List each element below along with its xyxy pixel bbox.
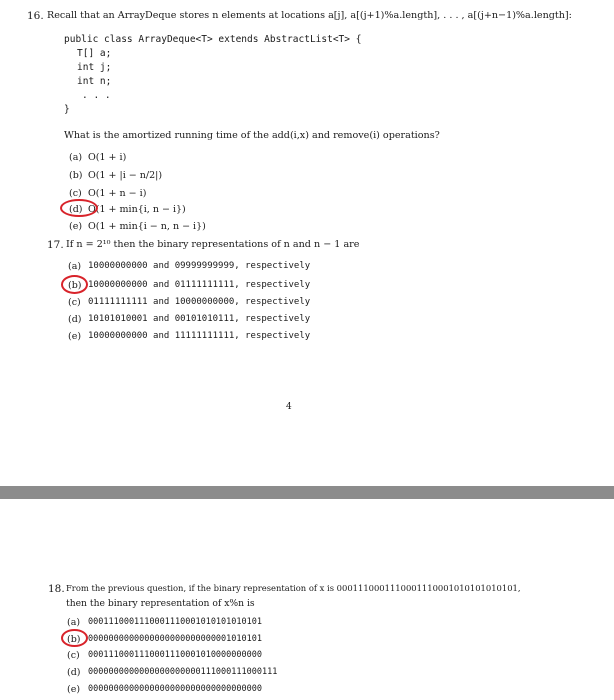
- q16-question: What is the amortized running time of the add(i,x) and remove(i) operations?: [64, 130, 440, 141]
- answer-circle-q17-b: [61, 275, 88, 294]
- q16-option-e: O(1 + min{i − n, n − i}): [88, 221, 206, 232]
- q16-option-d-label: (d): [69, 204, 83, 215]
- q18-option-d: 0000000000000000000000111000111000111: [88, 667, 278, 677]
- q17-option-c-label: (c): [68, 297, 81, 308]
- answer-circle-q16-d: [60, 199, 98, 217]
- q18-option-a-label: (a): [67, 617, 81, 628]
- q18-stem-line-1: From the previous question, if the binary representation of x is 0001110001110001110001010101010101,: [66, 583, 521, 593]
- q17-option-a: 10000000000 and 09999999999, respectively: [88, 261, 311, 271]
- code-line-2: T[] a;: [77, 48, 112, 59]
- q16-stem: Recall that an ArrayDeque stores n elements at locations a[j], a[(j+1)%a.length], . . . , a[(j+n−1)%a.length]:: [47, 10, 572, 21]
- page-number: 4: [286, 402, 292, 412]
- q16-option-e-label: (e): [69, 221, 83, 232]
- q18-option-a: 0001110001110001110001010101010101: [88, 617, 262, 627]
- q18-stem-line-2: then the binary representation of x%n is: [66, 598, 255, 609]
- q16-option-a-label: (a): [69, 152, 83, 163]
- code-line-5: . . .: [82, 90, 111, 101]
- q18-option-d-label: (d): [67, 667, 81, 678]
- q16-option-b-label: (b): [69, 170, 83, 181]
- q17-option-c: 01111111111 and 10000000000, respectively: [88, 297, 311, 307]
- q16-option-a: O(1 + i): [88, 152, 127, 163]
- q18-option-e: 0000000000000000000000000000000000: [88, 684, 262, 694]
- q18-number: 18.: [48, 583, 65, 595]
- code-line-6: }: [64, 104, 70, 115]
- q17-option-d: 10101010001 and 00101010111, respectively: [88, 314, 311, 324]
- q18-option-c: 0001110001110001110001010000000000: [88, 650, 262, 660]
- q18-option-e-label: (e): [67, 684, 81, 695]
- q17-number: 17.: [47, 239, 64, 251]
- q17-option-e-label: (e): [68, 331, 82, 342]
- code-line-1: public class ArrayDeque<T> extends AbstractList<T> {: [64, 34, 362, 45]
- q16-number: 16.: [27, 10, 44, 22]
- code-line-4: int n;: [77, 76, 112, 87]
- q16-option-c-label: (c): [69, 188, 82, 199]
- q18-option-b: 0000000000000000000000000001010101: [88, 634, 262, 644]
- q17-option-b: 10000000000 and 01111111111, respectively: [88, 280, 311, 290]
- q17-option-b-label: (b): [68, 280, 82, 291]
- q16-option-d: O(1 + min{i, n − i}): [88, 204, 186, 215]
- code-line-3: int j;: [77, 62, 112, 73]
- answer-circle-q18-b: [61, 629, 88, 647]
- q16-option-b: O(1 + |i − n/2|): [88, 170, 163, 181]
- q17-option-a-label: (a): [68, 261, 82, 272]
- q18-option-c-label: (c): [67, 650, 80, 661]
- q17-option-d-label: (d): [68, 314, 82, 325]
- q17-option-e: 10000000000 and 11111111111, respectively: [88, 331, 311, 341]
- page-divider: [0, 486, 614, 499]
- q16-option-c: O(1 + n − i): [88, 188, 147, 199]
- q18-option-b-label: (b): [67, 634, 81, 645]
- q17-stem: If n = 2¹⁰ then the binary representations of n and n − 1 are: [66, 239, 360, 250]
